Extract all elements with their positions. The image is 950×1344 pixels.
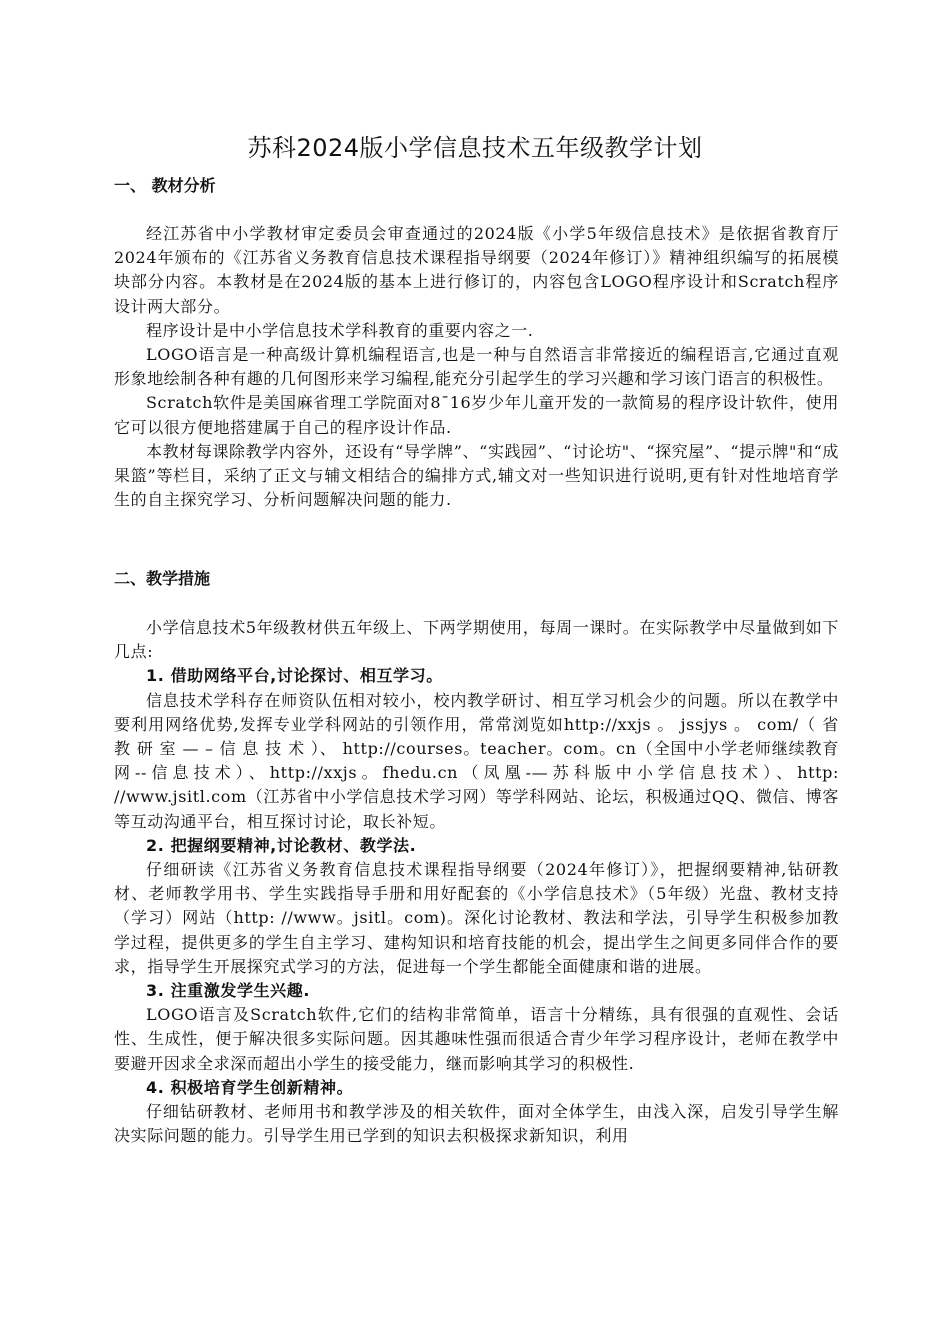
paragraph: LOGO语言及Scratch软件,它们的结构非常简单，语言十分精练，具有很强的直观性、会话性、生成性，便于解决很多实际问题。因其趣味性强而很适合青少年学习程序设计，老师在教学中要避开因求全求深而超出小学生的接受能力，继而影响其学习的积极性. — [114, 1005, 839, 1073]
section-materials-body — [114, 222, 839, 512]
paragraph: LOGO语言是一种高级计算机编程语言,也是一种与自然语言非常接近的编程语言,它通过直观形象地绘制各种有趣的几何图形来学习编程,能充分引起学生的学习兴趣和学习该门语言的积极性。 — [114, 345, 839, 389]
subheading: 2. 把握纲要精神,讨论教材、教学法. — [146, 835, 417, 855]
subheading: 1. 借助网络平台,讨论探讨、相互学习。 — [146, 666, 443, 686]
paragraph: 仔细钻研教材、老师用书和教学涉及的相关软件，面对全体学生，由浅入深，启发引导学生解决实际问题的能力。引导学生用已学到的知识去积极探求新知识，利用 — [114, 1102, 839, 1146]
paragraph: 信息技术学科存在师资队伍相对较小，校内教学研讨、相互学习机会少的问题。所以在教学中要利用网络优势,发挥专业学科网站的引领作用，常常浏览如http://xxjs 。 jssjys 。 com/（ 省 教 研 室 — – 信 息 技 术 ）、 http://courses。teacher。com。cn（全国中小学老师继续教育网--信息技术）、http://xxjs。fhedu.cn（凤凰-—苏科版中小学信息技术）、http: //www.jsitl.com（江苏省中小学信息技术学习网）等学科网站、论坛，积极通过QQ、微信、博客等互动沟通平台，相互探讨讨论，取长补短。 — [114, 690, 839, 831]
section-heading-measures: 二、教学措施 — [114, 569, 211, 588]
subheading: 4. 积极培育学生创新精神。 — [146, 1077, 354, 1097]
paragraph: Scratch软件是美国麻省理工学院面对8¯16岁少年儿童开发的一款简易的程序设计软件，使用它可以很方便地搭建属于自己的程序设计作品. — [114, 393, 839, 437]
section-heading-materials: 一、 教材分析 — [114, 176, 216, 195]
subheading: 3. 注重激发学生兴趣. — [146, 981, 311, 1001]
paragraph: 本教材每课除教学内容外，还设有“导学牌”、“实践园”、“讨论坊"、“探究屋”、“提示牌"和“成果篮”等栏目，采纳了正文与辅文相结合的编排方式,辅文对一些知识进行说明,更有针对性地培育学生的自主探究学习、分析问题解决问题的能力. — [114, 441, 839, 510]
document-title: 苏科2024版小学信息技术五年级教学计划 — [247, 134, 703, 162]
paragraph: 小学信息技术5年级教材供五年级上、下两学期使用，每周一课时。在实际教学中尽量做到如下几点: — [114, 618, 839, 662]
paragraph: 仔细研读《江苏省义务教育信息技术课程指导纲要（2024年修订）》，把握纲要精神,钻研教材、老师教学用书、学生实践指导手册和用好配套的《小学信息技术》（5年级）光盘、教材支持（学习）网站（http: //www。jsitl。com)。深化讨论教材、教法和学法，引导学生积极参加教学过程，提供更多的学生自主学习、建构知识和培育技能的机会，提出学生之间更多同伴合作的要求，指导学生开展探究式学习的方法，促进每一个学生都能全面健康和谐的进展。 — [114, 860, 839, 976]
paragraph: 经江苏省中小学教材审定委员会审查通过的2024版《小学5年级信息技术》是依据省教育厅2024年颁布的《江苏省义务教育信息技术课程指导纲要（2024年修订）》精神组织编写的拓展模块部分内容。本教材是在2024版的基本上进行修订的，内容包含LOGO程序设计和Scratch程序设计两大部分。 — [114, 224, 839, 316]
section-measures-body — [114, 616, 839, 1148]
paragraph: 程序设计是中小学信息技术学科教育的重要内容之一. — [146, 320, 534, 340]
